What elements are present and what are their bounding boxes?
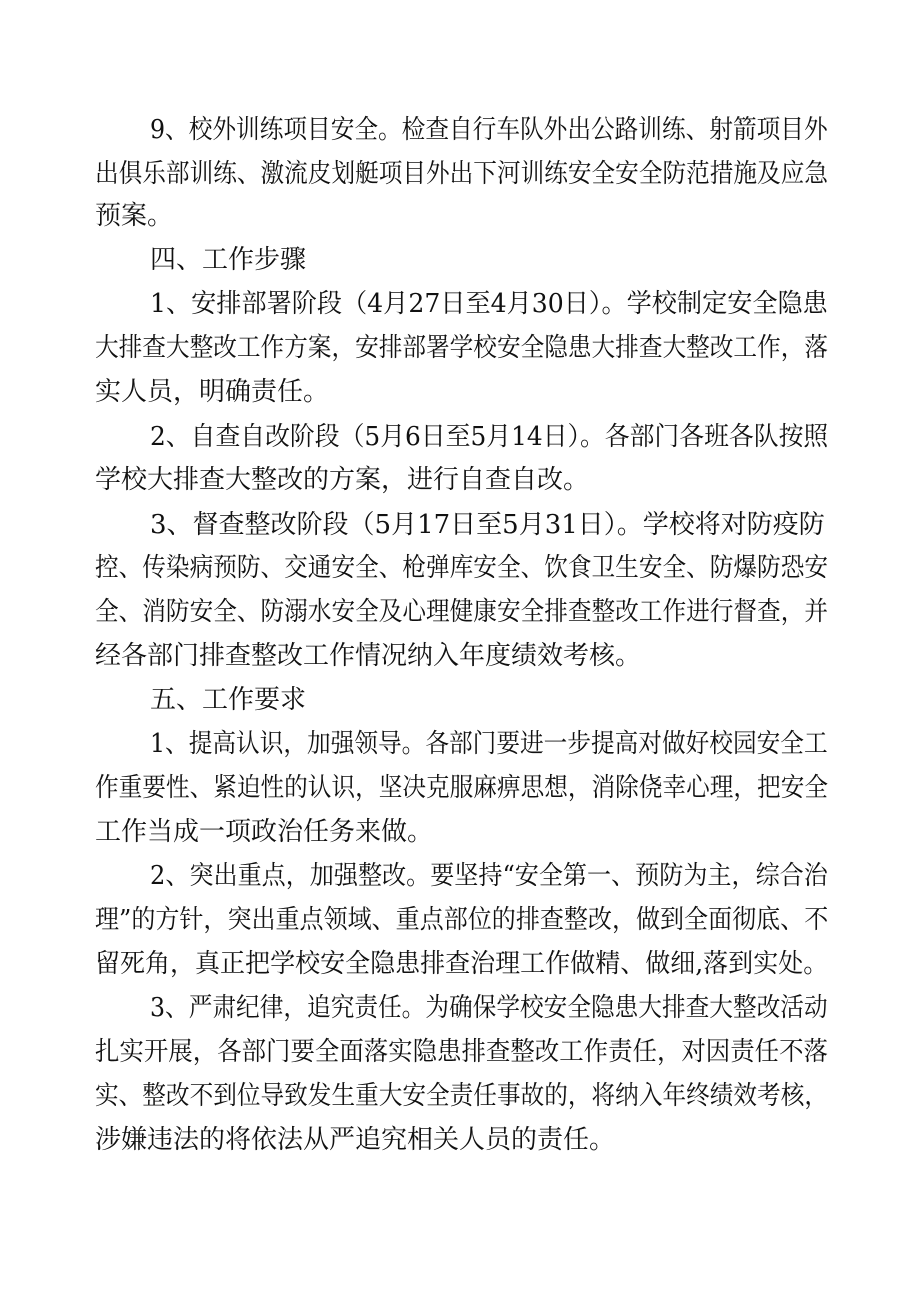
paragraph-line: 3、督查整改阶段（5月17日至5月31日）。学校将对防疫防 [150, 510, 825, 540]
paragraph-line: 大排查大整改工作方案，安排部署学校安全隐患大排查大整改工作，落 [95, 333, 828, 363]
paragraph-line: 3、严肃纪律，追究责任。为确保学校安全隐患大排查大整改活动 [150, 993, 828, 1023]
paragraph-line: 出俱乐部训练、激流皮划艇项目外出下河训练安全安全防范措施及应急 [95, 159, 828, 189]
paragraph-line: 留死角，真正把学校安全隐患排查治理工作做精、做细,落到实处。 [95, 949, 829, 979]
paragraph-line: 经各部门排查整改工作情况纳入年度绩效考核。 [95, 641, 642, 671]
paragraph-line: 1、安排部署阶段（4月27日至4月30日）。学校制定安全隐患 [150, 289, 828, 319]
paragraph-line: 2、突出重点，加强整改。要坚持“安全第一、预防为主，综合治 [150, 861, 828, 891]
paragraph-line: 涉嫌违法的将依法从严追究相关人员的责任。 [95, 1125, 616, 1155]
section-heading-steps: 四、工作步骤 [150, 245, 307, 275]
paragraph-line: 9、校外训练项目安全。检查自行车队外出公路训练、射箭项目外 [150, 115, 828, 145]
paragraph-line: 控、传染病预防、交通安全、枪弹库安全、饮食卫生安全、防爆防恐安 [95, 553, 828, 583]
paragraph-line: 预案。 [95, 201, 174, 231]
paragraph-line: 理”的方针，突出重点领域、重点部位的排查整改，做到全面彻底、不 [95, 905, 829, 935]
paragraph-line: 扎实开展，各部门要全面落实隐患排查整改工作责任，对因责任不落 [95, 1037, 828, 1067]
paragraph-line: 工作当成一项政治任务来做。 [95, 817, 434, 847]
paragraph-line: 全、消防安全、防溺水安全及心理健康安全排查整改工作进行督查，并 [95, 597, 828, 627]
paragraph-line: 作重要性、紧迫性的认识，坚决克服麻痹思想，消除侥幸心理，把安全 [95, 773, 828, 803]
paragraph-line: 2、自查自改阶段（5月6日至5月14日）。各部门各班各队按照 [150, 422, 829, 452]
paragraph-line: 实人员，明确责任。 [95, 377, 330, 407]
section-heading-requirements: 五、工作要求 [150, 685, 307, 715]
paragraph-line: 1、提高认识，加强领导。各部门要进一步提高对做好校园安全工 [150, 729, 828, 759]
paragraph-line: 学校大排查大整改的方案，进行自查自改。 [95, 465, 590, 495]
paragraph-line: 实、整改不到位导致发生重大安全责任事故的，将纳入年终绩效考核， [95, 1081, 828, 1111]
